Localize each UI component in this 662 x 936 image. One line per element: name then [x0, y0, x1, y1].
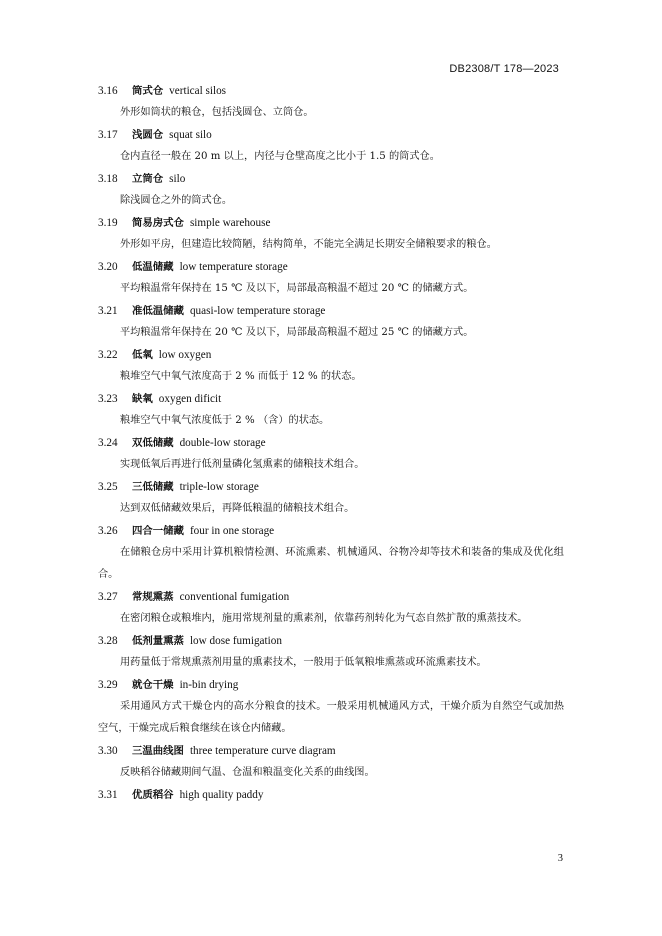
term-heading	[98, 80, 564, 102]
term-entry	[98, 168, 564, 212]
term-definition: 外形如平房，但建造比较简陋，结构简单，不能完全满足长期安全储粮要求的粮仓。	[120, 239, 497, 250]
term-entry	[98, 476, 564, 520]
term-entry	[98, 212, 564, 256]
term-heading	[98, 740, 564, 762]
term-definition: 反映稻谷储藏期间气温、仓温和粮温变化关系的曲线图。	[120, 767, 375, 778]
term-english: quasi-low temperature storage	[189, 305, 326, 317]
term-entry	[98, 300, 564, 344]
term-definition: 实现低氧后再进行低剂量磷化氢熏素的储粮技术组合。	[120, 459, 365, 470]
term-chinese: 低剂量熏蒸	[132, 635, 184, 647]
term-entry	[98, 740, 564, 784]
term-chinese: 浅圆仓	[132, 129, 164, 141]
term-entry	[98, 432, 564, 476]
term-number: 3.24	[98, 437, 118, 449]
term-english: four in one storage	[189, 525, 275, 537]
term-heading	[98, 476, 564, 498]
term-english: in-bin drying	[179, 679, 239, 691]
term-definition: 粮堆空气中氧气浓度低于 2 % （含）的状态。	[120, 415, 330, 426]
term-chinese: 优质稻谷	[132, 789, 174, 801]
document-code: DB2308/T 178—2023	[449, 63, 559, 75]
term-english: oxygen dificit	[158, 393, 222, 405]
term-english: low temperature storage	[179, 261, 288, 273]
term-english: conventional fumigation	[179, 591, 290, 603]
term-entry	[98, 674, 564, 740]
term-english: low oxygen	[158, 349, 212, 361]
term-heading	[98, 630, 564, 652]
term-heading	[98, 212, 564, 234]
term-entry	[98, 586, 564, 630]
term-chinese: 缺氧	[132, 393, 153, 405]
term-heading	[98, 256, 564, 278]
term-number: 3.29	[98, 679, 118, 691]
term-number: 3.19	[98, 217, 118, 229]
term-number: 3.31	[98, 789, 118, 801]
term-definition: 在密闭粮仓或粮堆内，施用常规剂量的熏素剂，依靠药剂转化为气态自然扩散的熏蒸技术。	[120, 613, 528, 624]
term-chinese: 四合一储藏	[132, 525, 184, 537]
term-definition: 用药量低于常规熏蒸剂用量的熏素技术，一般用于低氧粮堆熏蒸或环流熏素技术。	[120, 657, 487, 668]
term-heading	[98, 388, 564, 410]
term-heading	[98, 168, 564, 190]
term-heading	[98, 124, 564, 146]
term-chinese: 简易房式仓	[132, 217, 184, 229]
term-definition: 除浅圆仓之外的筒式仓。	[120, 195, 233, 206]
term-chinese: 三低储藏	[132, 481, 174, 493]
term-english: squat silo	[169, 129, 212, 141]
term-definition: 仓内直径一般在 20 m 以上，内径与仓壁高度之比小于 1.5 的筒式仓。	[120, 151, 440, 162]
term-heading	[98, 344, 564, 366]
term-definition: 在储粮仓房中采用计算机粮情检测、环流熏素、机械通风、谷物冷却等技术和装备的集成及优化组合。	[98, 547, 564, 580]
term-number: 3.21	[98, 305, 118, 317]
term-number: 3.22	[98, 349, 118, 361]
term-entry	[98, 344, 564, 388]
term-chinese: 低氧	[132, 349, 153, 361]
term-entry	[98, 630, 564, 674]
term-number: 3.18	[98, 173, 118, 185]
term-number: 3.27	[98, 591, 118, 603]
term-definition: 采用通风方式干燥仓内的高水分粮食的技术。一般采用机械通风方式，干燥介质为自然空气或加热空气，干燥完成后粮食继续在该仓内储藏。	[98, 701, 564, 734]
term-english: low dose fumigation	[189, 635, 282, 647]
term-entry	[98, 520, 564, 586]
term-number: 3.28	[98, 635, 118, 647]
term-number: 3.20	[98, 261, 118, 273]
term-chinese: 就仓干燥	[132, 679, 174, 691]
term-entry	[98, 784, 564, 806]
term-chinese: 双低储藏	[132, 437, 174, 449]
term-heading	[98, 674, 564, 696]
term-english: simple warehouse	[189, 217, 271, 229]
term-chinese: 常规熏蒸	[132, 591, 174, 603]
term-number: 3.23	[98, 393, 118, 405]
term-number: 3.26	[98, 525, 118, 537]
term-english: triple-low storage	[179, 481, 259, 493]
term-chinese: 准低温储藏	[132, 305, 184, 317]
term-number: 3.17	[98, 129, 118, 141]
term-number: 3.25	[98, 481, 118, 493]
term-heading	[98, 520, 564, 542]
term-heading	[98, 432, 564, 454]
term-entry	[98, 388, 564, 432]
term-number: 3.16	[98, 85, 118, 97]
term-definition: 粮堆空气中氧气浓度高于 2 % 而低于 12 % 的状态。	[120, 371, 362, 382]
term-heading	[98, 300, 564, 322]
term-chinese: 三温曲线图	[132, 745, 184, 757]
term-entry	[98, 124, 564, 168]
terms-list	[98, 80, 564, 806]
term-definition: 平均粮温常年保持在 20 ℃ 及以下，局部最高粮温不超过 25 ℃ 的储藏方式。	[120, 327, 474, 338]
term-english: high quality paddy	[179, 789, 264, 801]
term-definition: 平均粮温常年保持在 15 ℃ 及以下，局部最高粮温不超过 20 ℃ 的储藏方式。	[120, 283, 474, 294]
term-chinese: 立筒仓	[132, 173, 164, 185]
term-english: three temperature curve diagram	[189, 745, 336, 757]
term-chinese: 低温储藏	[132, 261, 174, 273]
term-entry	[98, 256, 564, 300]
term-heading	[98, 784, 564, 806]
term-english: silo	[169, 173, 186, 185]
term-definition: 外形如筒状的粮仓，包括浅圆仓、立筒仓。	[120, 107, 314, 118]
term-chinese: 筒式仓	[132, 85, 164, 97]
term-definition: 达到双低储藏效果后，再降低粮温的储粮技术组合。	[120, 503, 355, 514]
page-number: 3	[557, 853, 563, 864]
term-heading	[98, 586, 564, 608]
term-number: 3.30	[98, 745, 118, 757]
term-english: vertical silos	[169, 85, 227, 97]
term-english: double-low storage	[179, 437, 266, 449]
term-entry	[98, 80, 564, 124]
